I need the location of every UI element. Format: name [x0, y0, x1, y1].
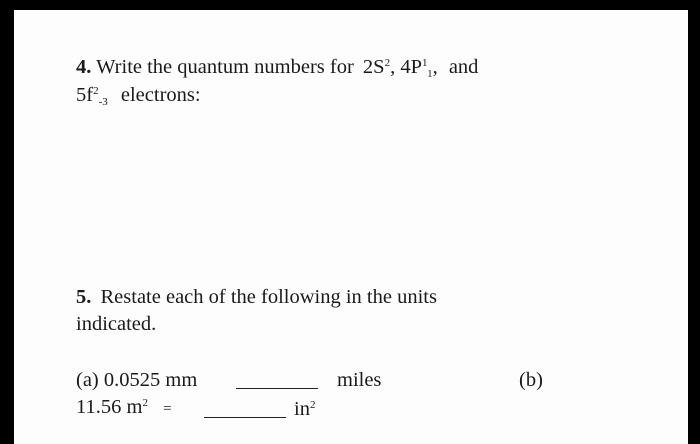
part-a-unit: miles — [337, 369, 382, 391]
part-b-unit: $in^2$ — [294, 398, 316, 420]
question-4-text: Write the quantum numbers for — [96, 56, 354, 78]
word-and: and — [448, 56, 479, 78]
part-b-answer-blank[interactable] — [204, 416, 286, 418]
equals-sign: = — [163, 401, 172, 417]
word-electrons: electrons: — [120, 84, 201, 106]
question-5-number: 5. — [76, 286, 92, 308]
part-a-answer-blank[interactable] — [236, 387, 318, 389]
question-5-line-1 — [76, 285, 437, 309]
question-4-line-2 — [76, 83, 201, 107]
question-4-number: 4. — [76, 56, 92, 78]
top-border — [14, 0, 688, 10]
part-a-label: (a) 0.0525 mm — [76, 369, 198, 391]
term-4p: $4P^1_1$ — [400, 56, 433, 80]
part-b-label: (b) — [519, 369, 543, 391]
part-b-value: 11.56 $m^2$ = — [76, 396, 172, 418]
question-4-line-1: 4. Write the quantum numbers for $2S^2$, $4P^1_1$, and — [76, 56, 479, 80]
term-2s: $2S^2$ — [362, 56, 391, 78]
question-5-text: Restate each of the following in the units — [100, 286, 437, 308]
document-page — [14, 0, 688, 444]
question-5-line-2: indicated. — [76, 313, 157, 335]
term-5f: $5f^2_{-3}$ — [76, 84, 108, 108]
